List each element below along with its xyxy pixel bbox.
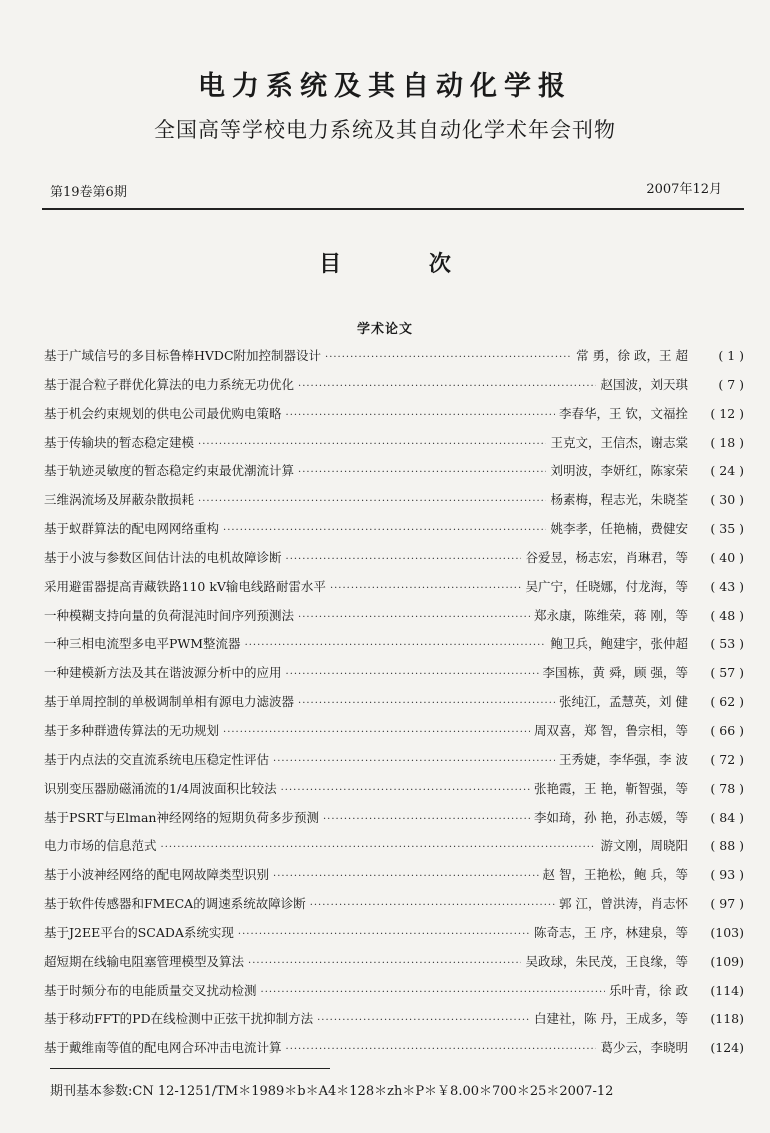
toc-dot-leader (330, 575, 522, 604)
issue-date: 2007年12月 (646, 182, 722, 197)
toc-entry-page: ( 1 ) (718, 348, 744, 363)
toc-entry-title: 采用避雷器提高青藏铁路110 kV输电线路耐雷水平 (44, 578, 326, 594)
toc-entry-authors: 谷爱昱，杨志宏，肖琳君，等 (525, 549, 688, 565)
toc-entry-authors: 葛少云，李晓明 (600, 1040, 688, 1056)
toc-dot-leader (298, 690, 555, 719)
toc-entry-title: 基于小波神经网络的配电网故障类型识别 (44, 867, 270, 883)
toc-entry-authors: 吴广宁，任晓娜，付龙海，等 (525, 578, 688, 594)
toc-entry-authors: 张艳霞，王 艳，靳智强，等 (534, 780, 688, 796)
toc-dot-leader (161, 834, 597, 863)
toc-entry[interactable] (44, 688, 744, 717)
toc-dot-leader (317, 1007, 530, 1036)
toc-dot-leader (273, 863, 539, 892)
toc-entry-title: 基于戴维南等值的配电网合环冲击电流计算 (44, 1040, 282, 1056)
toc-entry[interactable] (44, 659, 744, 688)
toc-entry-page: (124) (710, 1040, 744, 1056)
toc-dot-leader (298, 459, 546, 488)
toc-entry-title: 基于传输块的暂态稳定建模 (44, 434, 195, 450)
toc-dot-leader (198, 488, 546, 517)
toc-entry-authors: 李如琦，孙 艳，孙志媛，等 (534, 809, 688, 825)
toc-entry[interactable] (44, 486, 744, 515)
toc-list (44, 342, 744, 1063)
toc-entry-authors: 鲍卫兵，鲍建宇，张仲超 (550, 636, 688, 652)
toc-entry-authors: 郭 江，曾洪涛，肖志怀 (559, 896, 688, 912)
toc-dot-leader (261, 979, 606, 1008)
toc-entry-title: 基于软件传感器和FMECA的调速系统故障诊断 (44, 896, 306, 912)
toc-dot-leader (298, 373, 596, 402)
toc-entry[interactable] (44, 602, 744, 631)
toc-entry[interactable] (44, 919, 744, 948)
toc-dot-leader (325, 344, 572, 373)
toc-dot-leader (310, 892, 555, 921)
toc-entry-authors: 吴政球，朱民茂，王良缘，等 (525, 953, 688, 969)
toc-entry-page: ( 53 ) (710, 636, 744, 652)
toc-entry-title: 基于PSRT与Elman神经网络的短期负荷多步预测 (44, 809, 319, 825)
toc-entry-title: 基于时频分布的电能质量交叉扰动检测 (44, 982, 257, 998)
toc-entry[interactable] (44, 573, 744, 602)
toc-heading: 目 次 (319, 251, 491, 277)
toc-entry-title: 电力市场的信息范式 (44, 838, 157, 854)
toc-dot-leader (323, 806, 530, 835)
toc-entry-page: ( 57 ) (710, 665, 744, 681)
toc-entry-page: ( 72 ) (710, 751, 744, 767)
toc-dot-leader (248, 950, 521, 979)
toc-entry[interactable] (44, 832, 744, 861)
toc-dot-leader (223, 517, 546, 546)
toc-entry-title: 基于J2EE平台的SCADA系统实现 (44, 924, 234, 940)
toc-entry-title: 一种模糊支持向量的负荷混沌时间序列预测法 (44, 607, 295, 623)
toc-entry-page: ( 66 ) (710, 722, 744, 738)
toc-entry-page: ( 88 ) (710, 838, 744, 854)
toc-entry-page: ( 30 ) (710, 492, 744, 508)
toc-entry-page: (103) (710, 924, 744, 940)
toc-entry[interactable] (44, 775, 744, 804)
toc-entry-page: ( 78 ) (710, 780, 744, 796)
toc-entry-page: (114) (710, 982, 744, 998)
toc-entry-title: 三维涡流场及屏蔽杂散损耗 (44, 492, 195, 508)
toc-entry[interactable] (44, 515, 744, 544)
toc-dot-leader (286, 402, 556, 431)
toc-entry-authors: 王克文，王信杰，谢志棠 (550, 434, 688, 450)
toc-dot-leader (223, 719, 530, 748)
toc-entry-title: 识别变压器励磁涌流的1/4周波面积比较法 (44, 780, 277, 796)
journal-title: 电力系统及其自动化学报 (198, 71, 572, 102)
toc-dot-leader (286, 1036, 597, 1065)
toc-entry[interactable] (44, 746, 744, 775)
toc-entry-title: 一种三相电流型多电平PWM整流器 (44, 636, 241, 652)
toc-dot-leader (281, 777, 530, 806)
toc-entry[interactable] (44, 804, 744, 833)
toc-entry-authors: 杨素梅，程志光，朱晓荃 (550, 492, 688, 508)
toc-entry-title: 超短期在线输电阻塞管理模型及算法 (44, 953, 245, 969)
toc-dot-leader (198, 431, 546, 460)
section-heading: 学术论文 (356, 322, 413, 337)
toc-entry-page: ( 48 ) (710, 607, 744, 623)
toc-entry[interactable] (44, 1034, 744, 1063)
toc-entry[interactable] (44, 977, 744, 1006)
toc-entry-page: ( 35 ) (710, 521, 744, 537)
toc-dot-leader (245, 632, 547, 661)
toc-entry-title: 基于广域信号的多目标鲁棒HVDC附加控制器设计 (44, 348, 322, 363)
toc-dot-leader (286, 546, 522, 575)
toc-entry-page: ( 7 ) (718, 376, 744, 392)
toc-entry[interactable] (44, 457, 744, 486)
toc-entry-title: 基于轨迹灵敏度的暂态稳定约束最优潮流计算 (44, 463, 295, 479)
toc-entry-title: 基于机会约束规划的供电公司最优购电策略 (44, 405, 282, 421)
toc-entry-title: 基于小波与参数区间估计法的电机故障诊断 (44, 549, 282, 565)
journal-subtitle: 全国高等学校电力系统及其自动化学术年会刊物 (154, 118, 616, 142)
toc-entry-page: (118) (710, 1011, 744, 1027)
toc-entry[interactable] (44, 890, 744, 919)
toc-entry-page: ( 24 ) (710, 463, 744, 479)
toc-entry-authors: 游文刚，周晓阳 (600, 838, 688, 854)
toc-entry-title: 基于移动FFT的PD在线检测中正弦干扰抑制方法 (44, 1011, 314, 1027)
issue-number: 第19卷第6期 (50, 185, 127, 200)
toc-entry-authors: 周双喜，郑 智，鲁宗相，等 (534, 722, 688, 738)
toc-entry-authors: 李国栋，黄 舜，顾 强，等 (542, 665, 688, 681)
toc-entry-page: ( 84 ) (710, 809, 744, 825)
toc-entry-authors: 郑永康，陈维荣，蒋 刚，等 (534, 607, 688, 623)
toc-entry-authors: 赵 智，王艳松，鲍 兵，等 (542, 867, 688, 883)
toc-dot-leader (286, 661, 539, 690)
toc-entry-title: 基于蚁群算法的配电网网络重构 (44, 521, 220, 537)
toc-entry-page: (109) (710, 953, 744, 969)
toc-entry-page: ( 93 ) (710, 867, 744, 883)
toc-entry[interactable] (44, 630, 744, 659)
toc-entry-title: 基于多种群遗传算法的无功规划 (44, 722, 220, 738)
toc-entry-title: 基于内点法的交直流系统电压稳定性评估 (44, 751, 270, 767)
toc-entry-authors: 白建社，陈 丹，王成多，等 (534, 1011, 688, 1027)
footer-divider (50, 1068, 330, 1069)
journal-parameters: 期刊基本参数:CN 12-1251/TM＊1989＊b＊A4＊128＊zh＊P＊￥8.00＊700＊25＊2007-12 (50, 1084, 614, 1099)
toc-entry-authors: 常 勇，徐 政，王 超 (576, 348, 688, 363)
toc-entry-authors: 姚李孝，任艳楠，费健安 (550, 521, 688, 537)
toc-entry-page: ( 12 ) (710, 405, 744, 421)
toc-dot-leader (298, 604, 530, 633)
toc-entry-page: ( 43 ) (710, 578, 744, 594)
toc-entry-authors: 王秀婕，李华强，李 波 (559, 751, 688, 767)
toc-entry-title: 基于混合粒子群优化算法的电力系统无功优化 (44, 376, 295, 392)
toc-dot-leader (273, 748, 555, 777)
toc-entry[interactable] (44, 948, 744, 977)
toc-entry-authors: 乐叶青，徐 政 (609, 982, 688, 998)
toc-entry-page: ( 62 ) (710, 694, 744, 710)
toc-entry[interactable] (44, 861, 744, 890)
toc-entry-authors: 李春华，王 钦，文福拴 (559, 405, 688, 421)
toc-entry[interactable] (44, 1005, 744, 1034)
toc-entry-authors: 刘明波，李妍红，陈家荣 (550, 463, 688, 479)
toc-entry-page: ( 40 ) (710, 549, 744, 565)
toc-entry-title: 基于单周控制的单极调制单相有源电力滤波器 (44, 694, 295, 710)
toc-entry-page: ( 97 ) (710, 896, 744, 912)
toc-entry-authors: 赵国波，刘天琪 (600, 376, 688, 392)
toc-dot-leader (238, 921, 530, 950)
toc-entry-authors: 张纯江，孟慧英，刘 健 (559, 694, 688, 710)
toc-entry[interactable] (44, 717, 744, 746)
toc-entry[interactable] (44, 371, 744, 400)
toc-entry[interactable] (44, 400, 744, 429)
toc-entry-page: ( 18 ) (710, 434, 744, 450)
header-divider (42, 208, 744, 210)
toc-entry-title: 一种建模新方法及其在谐波源分析中的应用 (44, 665, 282, 681)
toc-entry[interactable] (44, 544, 744, 573)
toc-entry[interactable] (44, 429, 744, 458)
toc-entry-authors: 陈奇志，王 序，林建泉，等 (534, 924, 688, 940)
toc-entry[interactable] (44, 342, 744, 371)
